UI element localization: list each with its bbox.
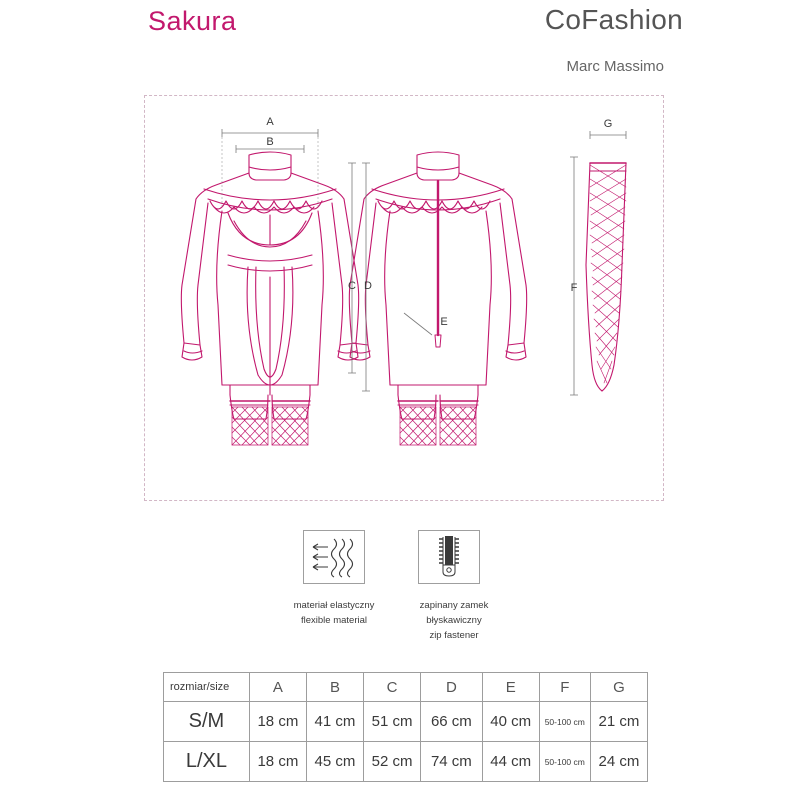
dim-label-c: C bbox=[348, 280, 356, 292]
front-view-figure bbox=[181, 152, 358, 445]
cell-lxl-d: 74 cm bbox=[421, 742, 483, 782]
row-size-lxl: L/XL bbox=[164, 742, 250, 782]
zip-caption-en: zip fastener bbox=[429, 630, 479, 641]
cell-lxl-e: 44 cm bbox=[482, 742, 539, 782]
zip-caption-pl-2: błyskawiczny bbox=[426, 615, 482, 626]
header-d: D bbox=[421, 673, 483, 702]
stocking-figure bbox=[586, 163, 626, 391]
elastic-caption-pl: materiał elastyczny bbox=[293, 600, 375, 611]
garment-technical-drawing bbox=[144, 95, 664, 501]
cell-lxl-c: 52 cm bbox=[364, 742, 421, 782]
header-size: rozmiar/size bbox=[164, 673, 250, 702]
size-table bbox=[163, 672, 648, 782]
header-g: G bbox=[590, 673, 647, 702]
dim-label-b: B bbox=[266, 136, 274, 148]
page-title: Sakura bbox=[148, 6, 237, 36]
cell-sm-c: 51 cm bbox=[364, 702, 421, 742]
header-a: A bbox=[249, 673, 306, 702]
cell-lxl-a: 18 cm bbox=[249, 742, 306, 782]
cell-sm-g: 21 cm bbox=[590, 702, 647, 742]
header-c: C bbox=[364, 673, 421, 702]
back-view-figure bbox=[349, 152, 526, 445]
cell-lxl-g: 24 cm bbox=[590, 742, 647, 782]
designer-name: Marc Massimo bbox=[566, 58, 664, 75]
elastic-caption-en: flexible material bbox=[301, 615, 367, 626]
cell-sm-e: 40 cm bbox=[482, 702, 539, 742]
cell-lxl-b: 45 cm bbox=[306, 742, 363, 782]
dim-label-a: A bbox=[266, 116, 274, 128]
brand-name: CoFashion bbox=[544, 4, 683, 35]
cell-sm-d: 66 cm bbox=[421, 702, 483, 742]
header-e: E bbox=[482, 673, 539, 702]
dim-label-f: F bbox=[570, 282, 578, 294]
table-row bbox=[164, 742, 648, 782]
cell-lxl-f: 50-100 cm bbox=[539, 742, 590, 782]
row-size-sm: S/M bbox=[164, 702, 250, 742]
cell-sm-a: 18 cm bbox=[249, 702, 306, 742]
dim-label-d: D bbox=[364, 280, 372, 292]
table-row bbox=[164, 702, 648, 742]
dim-label-e: E bbox=[440, 316, 448, 328]
cell-sm-b: 41 cm bbox=[306, 702, 363, 742]
header-f: F bbox=[539, 673, 590, 702]
header-b: B bbox=[306, 673, 363, 702]
zip-fastener-icon bbox=[418, 530, 480, 584]
zip-caption-pl-1: zapinany zamek bbox=[419, 600, 489, 611]
elastic-material-icon bbox=[303, 530, 365, 584]
zip-fastener-caption bbox=[379, 598, 529, 643]
cell-sm-f: 50-100 cm bbox=[539, 702, 590, 742]
dim-label-g: G bbox=[603, 118, 613, 130]
table-header-row bbox=[164, 673, 648, 702]
